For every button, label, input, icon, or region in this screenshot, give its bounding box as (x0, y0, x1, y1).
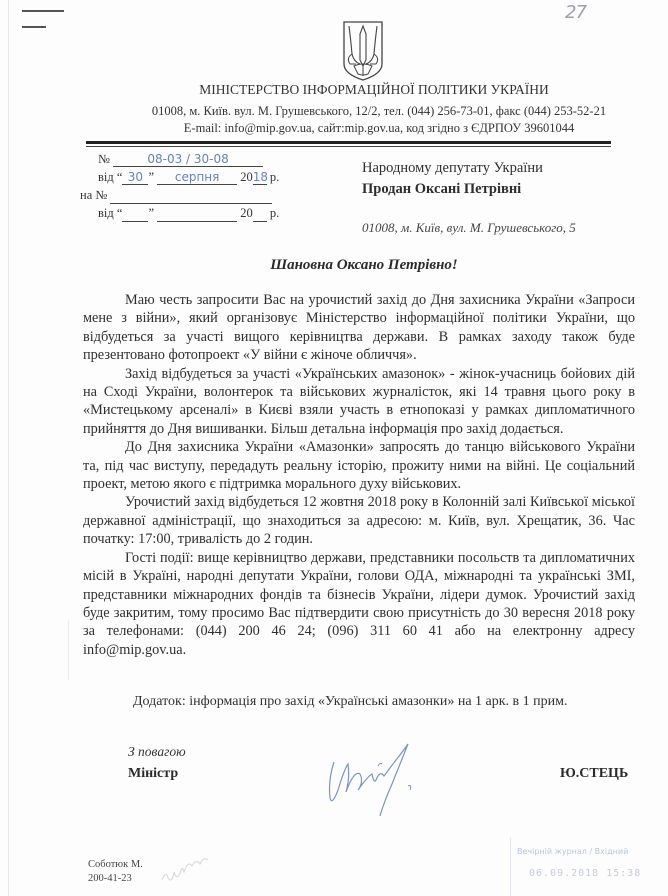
letterhead-rule-thin (86, 146, 611, 147)
corner-mark (22, 26, 46, 28)
day-field[interactable]: 30 (122, 170, 148, 185)
outgoing-number-field[interactable]: 08-03 / 30-08 (113, 152, 263, 167)
from-label: від (98, 170, 114, 184)
body-paragraph: Гості події: вище керівництво держави, представники посольств та дипломатичних місій в Україні, народні депутати України, голови ОДА, міжнародні та українські ЗМІ, представники міжнародних фондів та бізнесів України, лідери думок. Урочистий захід буде закритим, тому просимо Вас підтвердити свою присутність до 30 вересня 2018 року за телефонами: (044) 200 46 24; (096) 311 60 41 або на електронну адресу info@mip.gov.ua. (83, 549, 635, 658)
reply-from-label: від (98, 206, 114, 220)
reply-year-field[interactable] (253, 206, 267, 222)
reply-number-field[interactable] (110, 188, 272, 204)
ministry-name: МІНІСТЕРСТВО ІНФОРМАЦІЙНОЇ ПОЛІТИКИ УКРАЇНИ (199, 82, 549, 97)
handwritten-signature-icon (320, 740, 430, 820)
reply-number-label: на № (80, 188, 108, 202)
trident-coat-of-arms-icon (340, 20, 386, 82)
ministry-address: 01008, м. Київ. вул. М. Грушевського, 12/2, тел. (044) 256-73-01, факс (044) 253-52-21 (151, 104, 607, 118)
outgoing-date-row: від “ 30 ” серпня 2018 р. (98, 170, 280, 184)
year-suffix: р. (269, 170, 280, 184)
margin-mark (68, 620, 69, 680)
year-field[interactable]: 18 (252, 170, 269, 184)
number-label: № (98, 152, 110, 166)
addressee-address: 01008, м. Київ, вул. М. Грушевського, 5 (362, 220, 576, 235)
reply-month-field[interactable] (157, 206, 237, 222)
executor-name: Соботюк М. (88, 859, 143, 870)
body-paragraph: Захід відбудеться за участі «Українських амазонок» - жінок-учасниць бойових дій на Сході України, волонтерок та військових журналісток, які 14 травня цього року в «Мистецькому арсеналі» в Києві взяли участь в етнопоказі у рамках дипломатичного прийняття до Дня вишиванки. Більш детальна інформація про захід додається. (83, 365, 635, 437)
letter-body (83, 291, 635, 659)
reply-year-suffix: р. (269, 206, 280, 220)
addressee-block (362, 160, 576, 236)
executor-block (88, 858, 143, 886)
reply-number-row (80, 188, 272, 204)
body-paragraph: Урочистий захід відбудеться 12 жовтня 2018 року в Колонній залі Київської міської державної адміністрації, що знаходиться за адресою: м. Київ, вул. Хрещатик, 36. Час початку: 17:00, тривалість до 2 годин. (83, 494, 635, 548)
month-field[interactable]: серпня (157, 170, 237, 185)
handwritten-initials-icon (158, 850, 218, 888)
reply-day-field[interactable] (122, 206, 148, 222)
body-paragraph: До Дня захисника України «Амазонки» запросять до танцю військового України та, під час виступу, передадуть реальну історію, прожиту ними на війні. Це соціальний проект, метою якого є підтримка морального духу військових. (83, 439, 635, 493)
signer-position: Міністр (128, 766, 179, 781)
letterhead-rule (86, 141, 611, 144)
closing-phrase: З повагою (128, 744, 186, 759)
reply-date-row: від “ ” 20 р. (98, 206, 280, 220)
body-paragraph: Маю честь запросити Вас на урочистий захід до Дня захисника України «Запроси мене з війни», який організовує Міністерство інформаційної політики України, що відбудеться за участі вищого керівництва держави. В рамках заходу також буде презентовано фотопроект «У війни є жіноче обличчя». (83, 292, 635, 364)
year-prefix: 20 (240, 170, 253, 184)
stamp-title: Вечірній журнал / Вхідний (517, 847, 629, 856)
corner-mark (22, 10, 64, 12)
addressee-title: Народному депутату України (362, 160, 543, 176)
reply-year-prefix: 20 (240, 206, 253, 220)
attachment-note: Додаток: інформація про захід «Українські амазонки» на 1 арк. в 1 прим. (133, 694, 568, 709)
addressee-name: Продан Оксані Петрівні (362, 181, 522, 197)
ministry-contacts: E-mail: info@mip.gov.ua, сайт:mip.gov.ua, код згідно з ЄДРПОУ 39601044 (183, 121, 575, 135)
stamp-datetime: 06.09.2018 15:38 (529, 868, 642, 879)
registration-stamp (510, 838, 668, 896)
salutation: Шановна Оксано Петрівно! (270, 257, 458, 273)
signer-name: Ю.СТЕЦЬ (560, 766, 629, 781)
executor-phone: 200-41-23 (88, 873, 132, 884)
handwritten-page-number: 27 (565, 2, 586, 23)
outgoing-number-row (98, 152, 263, 167)
